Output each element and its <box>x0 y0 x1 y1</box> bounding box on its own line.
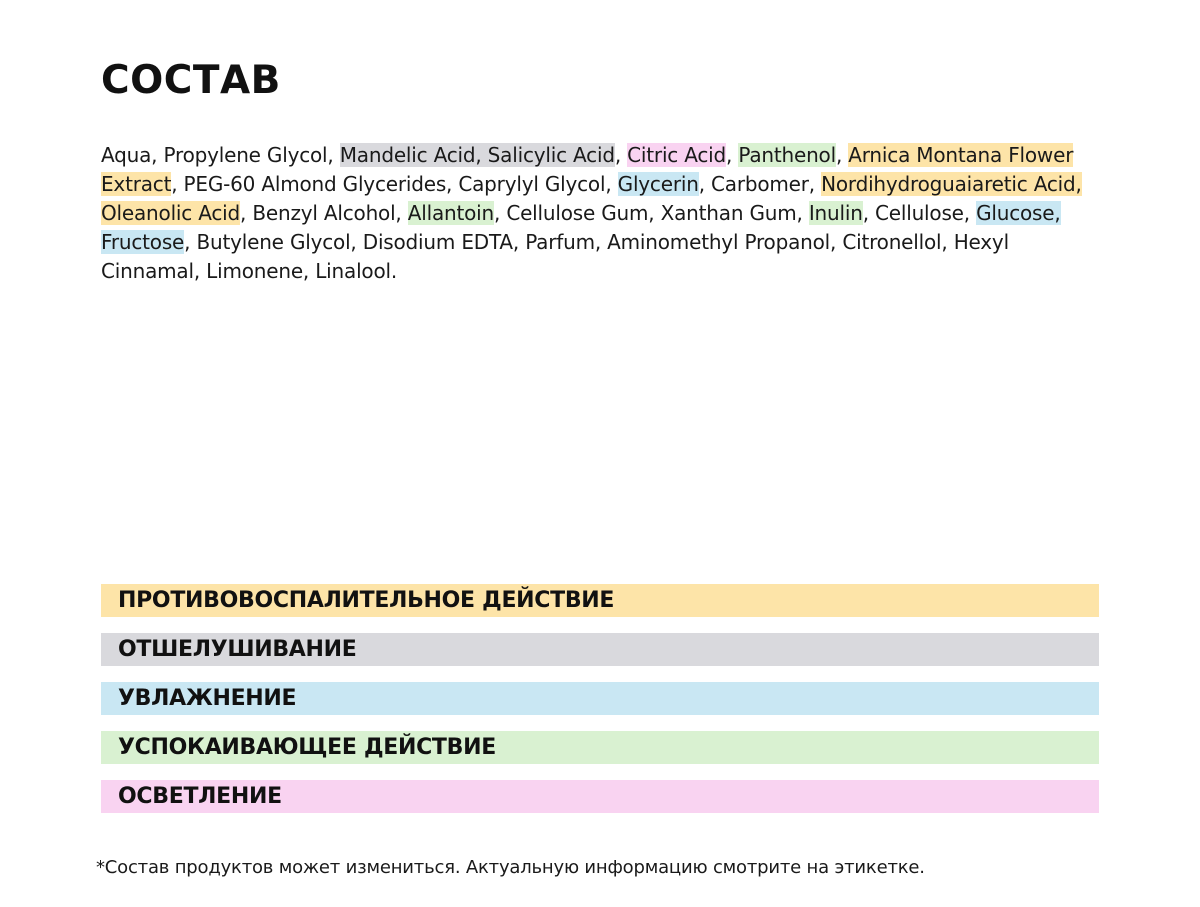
ingredient-text: , <box>614 143 628 167</box>
ingredient-text: , Carbomer, <box>698 172 822 196</box>
ingredient-text: , Cellulose Gum, Xanthan Gum, <box>494 201 809 225</box>
ingredient-text: , <box>835 143 849 167</box>
legend-item-moisturizing: УВЛАЖНЕНИЕ <box>101 682 1099 715</box>
legend-item-soothing: УСПОКАИВАЮЩЕЕ ДЕЙСТВИЕ <box>101 731 1099 764</box>
highlighted-ingredient-soothing: Panthenol <box>738 143 836 167</box>
legend-item-anti-inflammatory: ПРОТИВОВОСПАЛИТЕЛЬНОЕ ДЕЙСТВИЕ <box>101 584 1099 617</box>
highlighted-ingredient-anti-inflammatory: Arnica Montana Flower Extract <box>101 143 1074 196</box>
highlighted-ingredient-soothing: Allantoin <box>407 201 494 225</box>
page-title: СОСТАВ <box>101 58 281 103</box>
highlighted-ingredient-moisturizing: Glucose, Fructose <box>101 201 1061 254</box>
highlighted-ingredient-exfoliation: Mandelic Acid, Salicylic Acid <box>339 143 615 167</box>
ingredient-text: , PEG-60 Almond Glycerides, Caprylyl Glycol, <box>171 172 618 196</box>
highlighted-ingredient-anti-inflammatory: Nordihydroguaiaretic Acid, Oleanolic Acid <box>101 172 1082 225</box>
ingredient-text: , Butylene Glycol, Disodium EDTA, Parfum, Aminomethyl Propanol, Citronellol, Hexyl Cinnamal, Limonene, Linalool. <box>101 230 1009 283</box>
legend-item-brightening: ОСВЕТЛЕНИЕ <box>101 780 1099 813</box>
ingredients-list <box>101 141 1111 286</box>
highlighted-ingredient-brightening: Citric Acid <box>627 143 727 167</box>
footnote: *Состав продуктов может измениться. Актуальную информацию смотрите на этикетке. <box>96 857 925 878</box>
ingredient-text: Aqua, Propylene Glycol, <box>101 143 340 167</box>
ingredient-text: , Benzyl Alcohol, <box>240 201 408 225</box>
highlighted-ingredient-soothing: Inulin <box>808 201 863 225</box>
legend-item-exfoliation: ОТШЕЛУШИВАНИЕ <box>101 633 1099 666</box>
ingredient-text: , <box>726 143 739 167</box>
ingredient-text: , Cellulose, <box>862 201 977 225</box>
highlighted-ingredient-moisturizing: Glycerin <box>617 172 699 196</box>
effects-legend <box>101 584 1099 829</box>
